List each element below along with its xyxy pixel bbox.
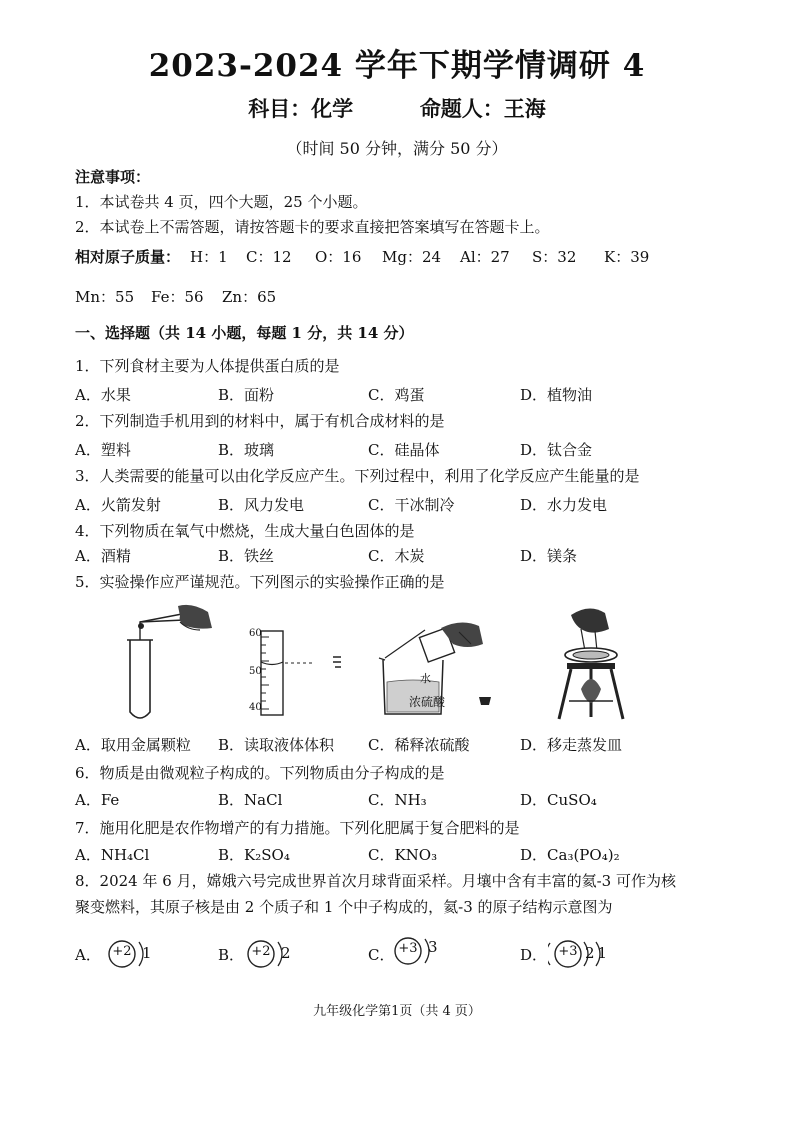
atomic-mass-item: C：12 — [246, 248, 292, 266]
atom-diagram-b — [246, 937, 306, 971]
option-c: C．稀释浓硫酸 — [368, 736, 470, 754]
nucleus-charge: +2 — [251, 944, 271, 959]
subject-label: 科目：化学 — [248, 96, 354, 121]
label-conc-acid: 浓硫酸 — [409, 695, 446, 709]
section-heading: 一、选择题（共 14 小题，每题 1 分，共 14 分） — [75, 324, 414, 342]
question-stem: 8．2024 年 6 月，嫦娥六号完成世界首次月球背面采样。月壤中含有丰富的氦-3 可作为核 — [75, 872, 676, 890]
option-a: A．塑料 — [75, 441, 131, 459]
option-b: B．铁丝 — [218, 547, 275, 565]
option-b: B．玻璃 — [218, 441, 275, 459]
atomic-mass-item: K：39 — [604, 248, 650, 266]
atomic-mass-item: O：16 — [315, 248, 362, 266]
time-info: （时间 50 分钟，满分 50 分） — [286, 139, 508, 158]
cylinder-mark-40: 40 — [249, 702, 262, 713]
option-b: B．NaCl — [218, 791, 283, 809]
cylinder-mark-50: 50 — [249, 666, 262, 677]
author-label: 命题人：王海 — [419, 96, 546, 121]
option-d: D．Ca₃(PO₄)₂ — [520, 846, 620, 864]
option-c: C．干冰制冷 — [368, 496, 455, 514]
atomic-mass-item: Mn：55 — [75, 288, 135, 306]
note-item: 2．本试卷上不需答题，请按答题卡的要求直接把答案填写在答题卡上。 — [75, 218, 550, 236]
option-a: A．取用金属颗粒 — [75, 736, 191, 754]
figure-evaporating-dish — [545, 605, 635, 725]
atomic-mass-item: Al：27 — [460, 248, 510, 266]
option-d: D．移走蒸发皿 — [520, 736, 623, 754]
option-c: C．NH₃ — [368, 791, 427, 809]
nucleus-charge: +3 — [398, 941, 418, 956]
atomic-mass-label: 相对原子质量： — [75, 248, 181, 266]
atomic-mass-item: S：32 — [532, 248, 577, 266]
option-a: A．火箭发射 — [75, 496, 161, 514]
option-b: B．面粉 — [218, 386, 275, 404]
atomic-mass-item: Fe：56 — [151, 288, 204, 306]
electron-count: 2 — [281, 944, 291, 962]
option-c: C．硅晶体 — [368, 441, 440, 459]
stopper-icon — [478, 694, 492, 706]
atom-diagram-d — [548, 937, 618, 971]
page-footer: 九年级化学第1页（共 4 页） — [313, 1004, 481, 1019]
question-stem: 4．下列物质在氧气中燃烧，生成大量白色固体的是 — [75, 522, 415, 540]
notes-heading: 注意事项： — [75, 168, 151, 186]
option-b: B． — [218, 946, 245, 964]
option-a: A．NH₄Cl — [75, 846, 150, 864]
question-stem: 7．施用化肥是农作物增产的有力措施。下列化肥属于复合肥料的是 — [75, 819, 520, 837]
question-stem: 2．下列制造手机用到的材料中，属于有机合成材料的是 — [75, 412, 445, 430]
electron-count: 21 — [585, 944, 611, 962]
atom-diagram-c — [393, 934, 453, 968]
option-b: B．风力发电 — [218, 496, 305, 514]
option-a: A． — [75, 946, 101, 964]
option-c: C． — [368, 946, 395, 964]
atomic-mass-item: Zn：65 — [222, 288, 277, 306]
option-d: D．镁条 — [520, 547, 578, 565]
option-d: D．CuSO₄ — [520, 791, 597, 809]
electron-count: 3 — [428, 938, 438, 956]
question-stem: 3．人类需要的能量可以由化学反应产生。下列过程中，利用了化学反应产生能量的是 — [75, 467, 640, 485]
question-stem: 5．实验操作应严谨规范。下列图示的实验操作正确的是 — [75, 573, 445, 591]
atom-diagram-a — [107, 937, 167, 971]
atomic-mass-item: H：1 — [190, 248, 228, 266]
question-stem: 6．物质是由微观粒子构成的。下列物质由分子构成的是 — [75, 764, 445, 782]
option-b: B．读取液体体积 — [218, 736, 335, 754]
question-stem-continued: 聚变燃料，其原子核是由 2 个质子和 1 个中子构成的，氦-3 的原子结构示意图为 — [75, 898, 613, 916]
option-c: C．KNO₃ — [368, 846, 438, 864]
label-water: 水 — [420, 672, 431, 685]
option-a: A．水果 — [75, 386, 131, 404]
nucleus-charge: +3 — [558, 944, 578, 959]
option-d: D．水力发电 — [520, 496, 608, 514]
question-stem: 1．下列食材主要为人体提供蛋白质的是 — [75, 357, 340, 375]
option-c: C．木炭 — [368, 547, 425, 565]
figure-metal-granule — [110, 600, 220, 725]
nucleus-charge: +2 — [112, 944, 132, 959]
exam-title: 2023-2024 学年下期学情调研 4 — [148, 48, 646, 84]
exam-subtitle — [0, 93, 794, 123]
electron-count: 1 — [142, 944, 152, 962]
option-c: C．鸡蛋 — [368, 386, 425, 404]
option-b: B．K₂SO₄ — [218, 846, 290, 864]
atomic-mass-item: Mg：24 — [382, 248, 442, 266]
option-a: A．酒精 — [75, 547, 131, 565]
option-d: D．植物油 — [520, 386, 593, 404]
option-d: D． — [520, 946, 548, 964]
option-d: D．钛合金 — [520, 441, 593, 459]
cylinder-mark-60: 60 — [249, 628, 262, 639]
note-item: 1．本试卷共 4 页，四个大题，25 个小题。 — [75, 193, 368, 211]
option-a: A．Fe — [75, 791, 120, 809]
